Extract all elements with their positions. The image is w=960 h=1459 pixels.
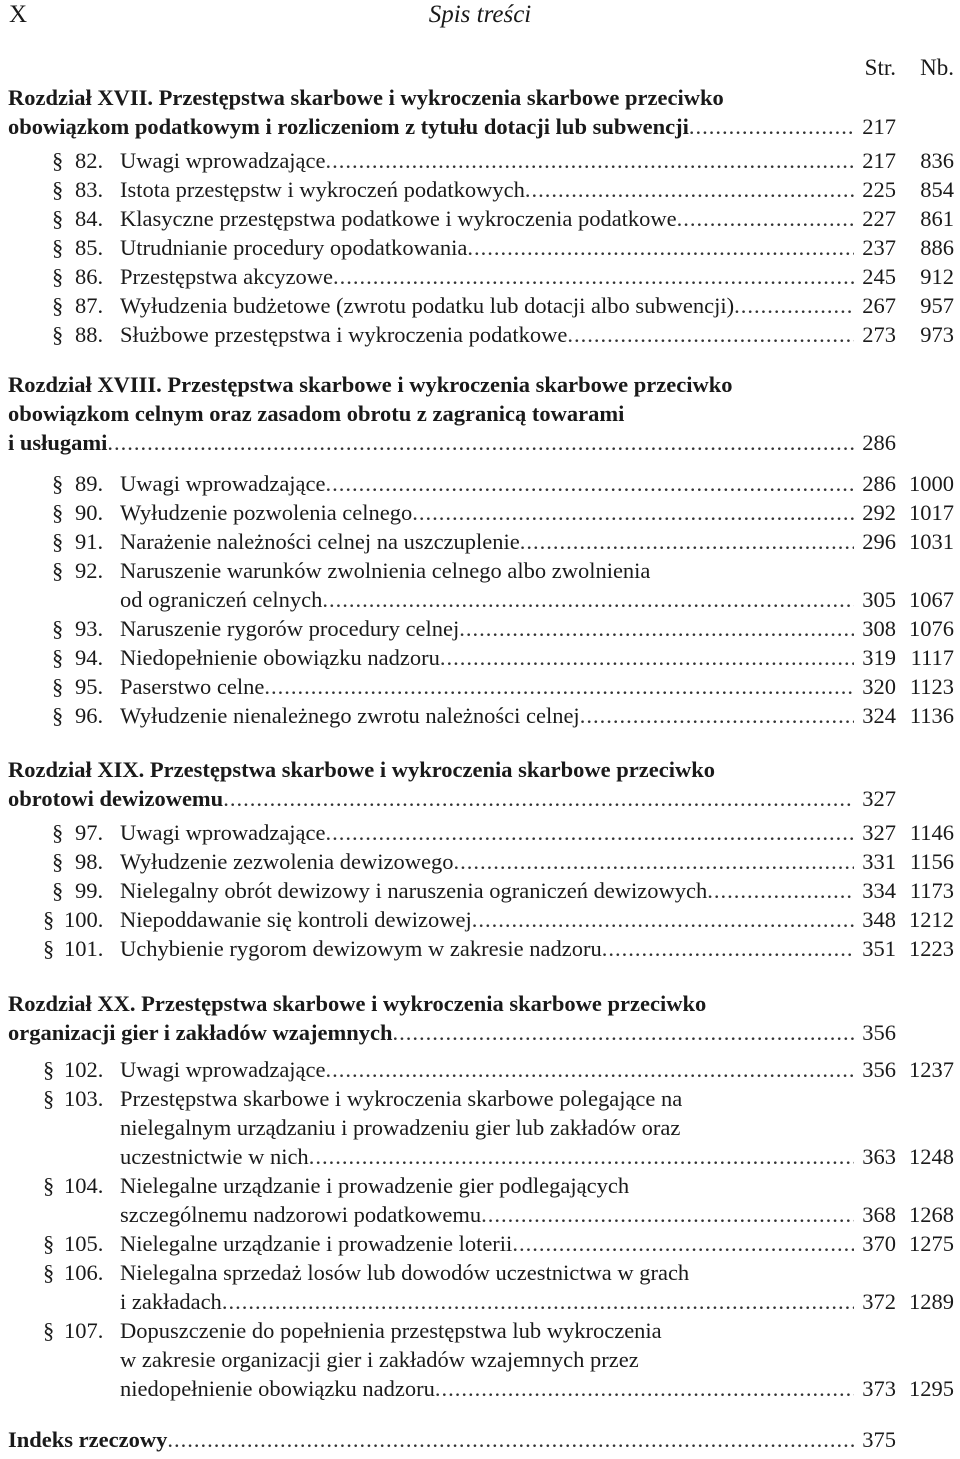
chapter-label: Rozdział XVII. [8, 85, 153, 110]
chapter-heading-line [0, 399, 960, 428]
toc-entry-line [0, 701, 960, 730]
dot-leader [264, 672, 854, 701]
section-sign: § [43, 936, 55, 961]
entry-marginal-number: 1017 [909, 500, 954, 525]
toc-entry-line [0, 233, 960, 262]
entry-marginal-number: 1268 [909, 1202, 954, 1227]
dot-leader [481, 1200, 854, 1229]
leader-group [120, 876, 854, 905]
leader-group [120, 1200, 854, 1229]
section-sign: § [52, 235, 64, 260]
toc-entry-line [0, 1055, 960, 1084]
section-sign: § [43, 1260, 55, 1285]
section-sign: § [43, 1318, 55, 1343]
dot-leader [440, 643, 854, 672]
leader-group [8, 112, 854, 141]
section-number: 96. [75, 703, 104, 728]
entry-marginal-number: 912 [920, 264, 954, 289]
chapter-heading-line [0, 370, 960, 399]
dot-leader [326, 469, 854, 498]
toc-entry-line [0, 1287, 960, 1316]
leader-group [120, 291, 854, 320]
toc-entry-line [0, 934, 960, 963]
dot-leader [707, 876, 854, 905]
entry-title: Uwagi wprowadzające [120, 148, 326, 173]
dot-leader [326, 818, 854, 847]
section-number: 98. [75, 849, 104, 874]
section-sign: § [52, 558, 64, 583]
entry-title: Uwagi wprowadzające [120, 1057, 326, 1082]
entry-page: 227 [862, 206, 896, 231]
entry-page: 292 [862, 500, 896, 525]
section-number: 97. [75, 820, 104, 845]
toc-entry-line [0, 320, 960, 349]
chapter-heading-text [8, 370, 733, 399]
entry-page: 370 [862, 1231, 896, 1256]
section-number: 93. [75, 616, 104, 641]
chapter-label: Rozdział XIX. [8, 757, 145, 782]
chapter-heading-text [8, 755, 715, 784]
section-sign: § [43, 1057, 55, 1082]
section-number: 107. [64, 1318, 104, 1343]
entry-marginal-number: 1156 [909, 849, 954, 874]
toc-entry-line [0, 556, 960, 585]
section-sign: § [43, 907, 55, 932]
entry-marginal-number: 1289 [909, 1289, 954, 1314]
section-sign: § [52, 849, 64, 874]
entry-title: Wyłudzenie zezwolenia dewizowego [120, 849, 454, 874]
column-number-label: Nb. [920, 55, 954, 80]
entry-marginal-number: 1123 [909, 674, 954, 699]
entry-title: Nielegalne urządzanie i prowadzenie gier podlegających [120, 1173, 630, 1198]
leader-group [120, 818, 854, 847]
page-number: X [9, 1, 28, 28]
section-number: 104. [64, 1173, 104, 1198]
chapter-label: Rozdział XVIII. [8, 372, 162, 397]
entry-title: Klasyczne przestępstwa podatkowe i wykroczenia podatkowe [120, 206, 677, 231]
dot-leader [167, 1425, 854, 1454]
entry-page: 351 [862, 936, 896, 961]
chapter-title: Przestępstwa skarbowe i wykroczenia skarbowe przeciwko [167, 372, 733, 397]
entry-title: Paserstwo celne [120, 674, 265, 699]
toc-entry-line [0, 498, 960, 527]
dot-leader [393, 1018, 854, 1047]
page-header [0, 0, 960, 34]
entry-title: Uchybienie rygorom dewizowym w zakresie nadzoru [120, 936, 602, 961]
entry-title: i zakładach [120, 1289, 222, 1314]
chapter-heading-line [0, 755, 960, 784]
section-number: 83. [75, 177, 104, 202]
toc-entry-line [0, 1316, 960, 1345]
entry-page: 373 [862, 1376, 896, 1401]
leader-group [120, 204, 854, 233]
entry-page: 348 [862, 907, 896, 932]
entry-marginal-number: 1067 [909, 587, 954, 612]
section-number: 85. [75, 235, 104, 260]
section-number: 102. [64, 1057, 104, 1082]
toc-entry-line [0, 876, 960, 905]
section-sign: § [52, 645, 64, 670]
leader-group [8, 1018, 854, 1047]
entry-marginal-number: 861 [920, 206, 954, 231]
entry-page: 319 [862, 645, 896, 670]
chapter-heading-line [0, 784, 960, 813]
leader-group [120, 672, 854, 701]
dot-leader [223, 784, 854, 813]
entry-title: od ograniczeń celnych [120, 587, 323, 612]
dot-leader [580, 701, 854, 730]
chapter-title: obowiązkom celnym oraz zasadom obrotu z zagranicą towarami [8, 401, 625, 426]
toc-entry-line [0, 1229, 960, 1258]
section-number: 89. [75, 471, 104, 496]
section-sign: § [52, 616, 64, 641]
section-number: 101. [64, 936, 104, 961]
chapter-title: obrotowi dewizowemu [8, 786, 224, 811]
column-headers [0, 55, 960, 85]
section-number: 82. [75, 148, 104, 173]
dot-leader [734, 291, 854, 320]
entry-marginal-number: 1173 [909, 878, 954, 903]
chapter-heading-line [0, 428, 960, 457]
entry-page: 334 [862, 878, 896, 903]
entry-marginal-number: 1212 [909, 907, 954, 932]
section-number: 86. [75, 264, 104, 289]
section-number: 99. [75, 878, 104, 903]
chapter-heading-line [0, 1018, 960, 1047]
dot-leader [525, 175, 854, 204]
leader-group [120, 320, 854, 349]
entry-title: Utrudnianie procedury opodatkowania [120, 235, 468, 260]
toc-entry-line [0, 175, 960, 204]
dot-leader [309, 1142, 854, 1171]
chapter-title: Przestępstwa skarbowe i wykroczenia skarbowe przeciwko [158, 85, 724, 110]
chapter-title: organizacji gier i zakładów wzajemnych [8, 1020, 393, 1045]
toc-entry-line [0, 146, 960, 175]
entry-page: 324 [862, 703, 896, 728]
index-label: Indeks rzeczowy [8, 1427, 168, 1452]
entry-marginal-number: 1237 [909, 1057, 954, 1082]
toc-entry-line [0, 905, 960, 934]
section-number: 90. [75, 500, 104, 525]
index-line [0, 1425, 960, 1454]
toc-entry-line [0, 847, 960, 876]
entry-title: Uwagi wprowadzające [120, 471, 326, 496]
entry-title: Przestępstwa skarbowe i wykroczenia skarbowe polegające na [120, 1086, 683, 1111]
leader-group [120, 498, 854, 527]
section-sign: § [52, 177, 64, 202]
entry-page: 296 [862, 529, 896, 554]
toc-entry-line [0, 204, 960, 233]
entry-page: 305 [862, 587, 896, 612]
leader-group [120, 847, 854, 876]
chapter-title: Przestępstwa skarbowe i wykroczenia skarbowe przeciwko [141, 991, 707, 1016]
leader-group [120, 1229, 854, 1258]
dot-leader [677, 204, 854, 233]
entry-marginal-number: 1275 [909, 1231, 954, 1256]
dot-leader [459, 614, 854, 643]
toc-entry-line [0, 1345, 960, 1374]
dot-leader [435, 1374, 854, 1403]
dot-leader [222, 1287, 854, 1316]
entry-title: w zakresie organizacji gier i zakładów wzajemnych przez [120, 1347, 639, 1372]
dot-leader [467, 233, 854, 262]
entry-marginal-number: 957 [920, 293, 954, 318]
section-number: 95. [75, 674, 104, 699]
entry-title: Wyłudzenia budżetowe (zwrotu podatku lub dotacji albo subwencji) [120, 293, 735, 318]
toc-entry-line [0, 672, 960, 701]
entry-title: Nielegalna sprzedaż losów lub dowodów uczestnictwa w grach [120, 1260, 690, 1285]
entry-title: Wyłudzenie pozwolenia celnego [120, 500, 413, 525]
entry-page: 356 [862, 1057, 896, 1082]
section-number: 91. [75, 529, 104, 554]
chapter-page: 327 [862, 786, 896, 811]
entry-marginal-number: 1248 [909, 1144, 954, 1169]
entry-title: Naruszenie rygorów procedury celnej [120, 616, 460, 641]
section-sign: § [52, 878, 64, 903]
toc-entry-line [0, 1258, 960, 1287]
section-sign: § [52, 264, 64, 289]
leader-group [120, 175, 854, 204]
dot-leader [520, 527, 854, 556]
entry-title: Służbowe przestępstwa i wykroczenia podatkowe [120, 322, 568, 347]
section-number: 87. [75, 293, 104, 318]
toc-entry-line [0, 643, 960, 672]
entry-marginal-number: 836 [920, 148, 954, 173]
entry-page: 320 [862, 674, 896, 699]
section-sign: § [52, 500, 64, 525]
leader-group [8, 784, 854, 813]
chapter-heading-text [8, 83, 724, 112]
section-number: 92. [75, 558, 104, 583]
chapter-page: 286 [862, 430, 896, 455]
entry-title: Przestępstwa akcyzowe [120, 264, 334, 289]
dot-leader [689, 112, 854, 141]
entry-title: niedopełnienie obowiązku nadzoru [120, 1376, 435, 1401]
leader-group [120, 1374, 854, 1403]
section-number: 103. [64, 1086, 104, 1111]
column-page-label: Str. [864, 55, 896, 80]
dot-leader [567, 320, 854, 349]
toc-entry-line [0, 291, 960, 320]
entry-title: Naruszenie warunków zwolnienia celnego albo zwolnienia [120, 558, 651, 583]
entry-marginal-number: 1295 [909, 1376, 954, 1401]
entry-page: 363 [862, 1144, 896, 1169]
entry-page: 217 [862, 148, 896, 173]
leader-group [120, 701, 854, 730]
toc-entry-line [0, 527, 960, 556]
section-sign: § [52, 148, 64, 173]
section-number: 106. [64, 1260, 104, 1285]
dot-leader [326, 146, 854, 175]
section-number: 94. [75, 645, 104, 670]
dot-leader [454, 847, 855, 876]
section-sign: § [52, 293, 64, 318]
section-sign: § [43, 1173, 55, 1198]
leader-group [120, 1055, 854, 1084]
toc-entry-line [0, 1084, 960, 1113]
toc-entry-line [0, 1171, 960, 1200]
toc-entry-line [0, 469, 960, 498]
entry-title: nielegalnym urządzaniu i prowadzeniu gier lub zakładów oraz [120, 1115, 681, 1140]
leader-group [120, 905, 854, 934]
chapter-title: Przestępstwa skarbowe i wykroczenia skarbowe przeciwko [149, 757, 716, 782]
entry-page: 245 [862, 264, 896, 289]
leader-group [120, 233, 854, 262]
leader-group [8, 1425, 854, 1454]
chapter-page: 217 [862, 114, 896, 139]
chapter-heading-text [8, 989, 706, 1018]
leader-group [120, 614, 854, 643]
entry-marginal-number: 1000 [909, 471, 954, 496]
toc-entry-line [0, 1200, 960, 1229]
entry-title: Istota przestępstw i wykroczeń podatkowych [120, 177, 525, 202]
chapter-page: 356 [862, 1020, 896, 1045]
leader-group [120, 643, 854, 672]
entry-title: Niepoddawanie się kontroli dewizowej [120, 907, 472, 932]
leader-group [120, 262, 854, 291]
entry-title: Niedopełnienie obowiązku nadzoru [120, 645, 440, 670]
section-number: 88. [75, 322, 104, 347]
entry-page: 331 [862, 849, 896, 874]
dot-leader [322, 585, 854, 614]
entry-marginal-number: 1031 [909, 529, 954, 554]
dot-leader [107, 428, 854, 457]
dot-leader [512, 1229, 854, 1258]
section-number: 105. [64, 1231, 104, 1256]
toc-entry-line [0, 262, 960, 291]
dot-leader [326, 1055, 854, 1084]
entry-page: 286 [862, 471, 896, 496]
chapter-title: i usługami [8, 430, 108, 455]
dot-leader [602, 934, 854, 963]
entry-marginal-number: 1076 [909, 616, 954, 641]
index-page: 375 [862, 1427, 896, 1452]
section-sign: § [52, 674, 64, 699]
entry-page: 237 [862, 235, 896, 260]
entry-page: 372 [862, 1289, 896, 1314]
toc-entry-line [0, 818, 960, 847]
section-sign: § [43, 1086, 55, 1111]
chapter-heading-text [8, 399, 624, 428]
entry-page: 267 [862, 293, 896, 318]
toc-entry-line [0, 1374, 960, 1403]
entry-title: Nielegalny obrót dewizowy i naruszenia ograniczeń dewizowych [120, 878, 708, 903]
leader-group [120, 585, 854, 614]
dot-leader [412, 498, 854, 527]
leader-group [120, 934, 854, 963]
running-title: Spis treści [428, 1, 532, 28]
toc-entry-line [0, 585, 960, 614]
chapter-label: Rozdział XX. [8, 991, 136, 1016]
dot-leader [333, 262, 854, 291]
section-sign: § [52, 703, 64, 728]
section-sign: § [52, 206, 64, 231]
entry-page: 368 [862, 1202, 896, 1227]
leader-group [120, 469, 854, 498]
entry-title: Narażenie należności celnej na uszczuplenie [120, 529, 520, 554]
dot-leader [472, 905, 854, 934]
leader-group [120, 1287, 854, 1316]
entry-marginal-number: 854 [920, 177, 954, 202]
chapter-heading-line [0, 989, 960, 1018]
entry-marginal-number: 1136 [909, 703, 954, 728]
entry-page: 273 [862, 322, 896, 347]
chapter-heading-line [0, 83, 960, 112]
entry-title: Uwagi wprowadzające [120, 820, 326, 845]
toc-entry-line [0, 614, 960, 643]
leader-group [120, 146, 854, 175]
entry-marginal-number: 886 [920, 235, 954, 260]
entry-marginal-number: 1146 [909, 820, 954, 845]
entry-marginal-number: 1223 [909, 936, 954, 961]
section-sign: § [43, 1231, 55, 1256]
section-number: 84. [75, 206, 104, 231]
entry-title: Wyłudzenie nienależnego zwrotu należności celnej [120, 703, 580, 728]
leader-group [120, 1142, 854, 1171]
section-number: 100. [64, 907, 104, 932]
leader-group [8, 428, 854, 457]
entry-marginal-number: 1117 [910, 645, 954, 670]
entry-title: szczególnemu nadzorowi podatkowemu [120, 1202, 482, 1227]
leader-group [120, 527, 854, 556]
section-sign: § [52, 820, 64, 845]
entry-page: 225 [862, 177, 896, 202]
entry-page: 308 [862, 616, 896, 641]
section-sign: § [52, 322, 64, 347]
entry-marginal-number: 973 [920, 322, 954, 347]
section-sign: § [52, 529, 64, 554]
section-sign: § [52, 471, 64, 496]
entry-title: Nielegalne urządzanie i prowadzenie loterii [120, 1231, 513, 1256]
toc-entry-line [0, 1142, 960, 1171]
toc-entry-line [0, 1113, 960, 1142]
chapter-title: obowiązkom podatkowym i rozliczeniom z tytułu dotacji lub subwencji [8, 114, 689, 139]
entry-title: Dopuszczenie do popełnienia przestępstwa lub wykroczenia [120, 1318, 662, 1343]
chapter-heading-line [0, 112, 960, 141]
entry-title: uczestnictwie w nich [120, 1144, 309, 1169]
entry-page: 327 [862, 820, 896, 845]
